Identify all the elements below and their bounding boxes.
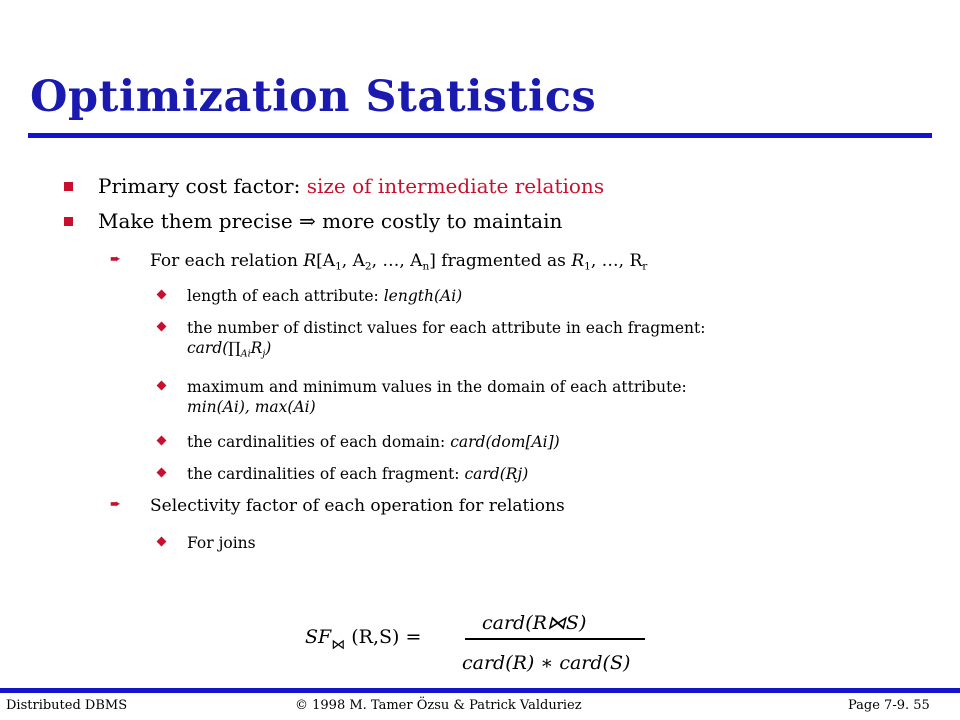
square-bullet-icon [64, 217, 73, 226]
title-divider [28, 133, 932, 138]
footer-center: © 1998 M. Tamer Özsu & Patrick Valduriez [295, 698, 582, 713]
detail-text: For joins [187, 534, 256, 552]
formula-lhs [305, 626, 422, 653]
formula-text: card(Rj) [464, 465, 529, 483]
join-symbol-icon: ⋈ [331, 637, 346, 653]
formula-part: r [642, 260, 648, 273]
bullet-text: Make them precise [98, 209, 300, 233]
formula-part: 2 [364, 260, 372, 273]
formula-text: card(dom[Ai]) [450, 433, 560, 451]
slide-title: Optimization Statistics [30, 72, 597, 122]
formula-part: , …, R [590, 251, 643, 271]
footer-left: Distributed DBMS [6, 698, 128, 713]
pencil-bullet-icon: ➨ [110, 252, 121, 267]
diamond-bullet-icon [157, 290, 167, 300]
formula-part: ] fragmented as [429, 251, 572, 271]
formula-numerator: card(R⋈S) [482, 612, 587, 634]
formula-text: min(Ai), max(Ai) [187, 398, 316, 416]
formula-part: , A [341, 251, 365, 271]
formula-part: 1 [335, 260, 342, 273]
detail-text: maximum and minimum values in the domain of each attribute: [187, 378, 687, 396]
formula-part: [A [316, 251, 336, 271]
formula-part: , …, A [371, 251, 423, 271]
formula-args: (R,S) = [351, 626, 422, 648]
formula-sf: SF [305, 626, 332, 648]
footer-divider [0, 688, 960, 693]
formula-part: R [303, 251, 317, 271]
pencil-bullet-icon: ➨ [110, 497, 121, 512]
formula-part: R [250, 339, 263, 357]
implies-arrow-icon: ⇒ [299, 209, 316, 233]
diamond-bullet-icon [157, 322, 167, 332]
highlight-text: size of intermediate relations [306, 174, 605, 198]
diamond-bullet-icon [157, 537, 167, 547]
subbullet-text: For each relation [150, 251, 304, 271]
formula-part: 1 [584, 260, 591, 273]
footer-page-number: Page 7-9. 55 [848, 698, 930, 713]
fraction-line [465, 638, 645, 640]
formula-part: j [262, 348, 266, 360]
detail-text: the cardinalities of each fragment: [187, 465, 465, 483]
formula-part: ) [265, 339, 272, 357]
diamond-bullet-icon [157, 468, 167, 478]
formula-denominator: card(R) ∗ card(S) [462, 652, 631, 674]
detail-text: length of each attribute: [187, 287, 384, 305]
detail-text: the number of distinct values for each attribute in each fragment: [187, 319, 706, 337]
bullet-text: more costly to maintain [315, 209, 563, 233]
formula-part: Ai [240, 348, 251, 360]
formula-part: card(∏ [187, 339, 241, 357]
detail-text: the cardinalities of each domain: [187, 433, 451, 451]
formula-part: R [571, 251, 585, 271]
bullet-text: Primary cost factor: [98, 174, 307, 198]
formula-part: n [422, 260, 430, 273]
subbullet-text: Selectivity factor of each operation for relations [150, 496, 565, 516]
diamond-bullet-icon [157, 436, 167, 446]
diamond-bullet-icon [157, 381, 167, 391]
formula-text: length(Ai) [383, 287, 463, 305]
square-bullet-icon [64, 182, 73, 191]
